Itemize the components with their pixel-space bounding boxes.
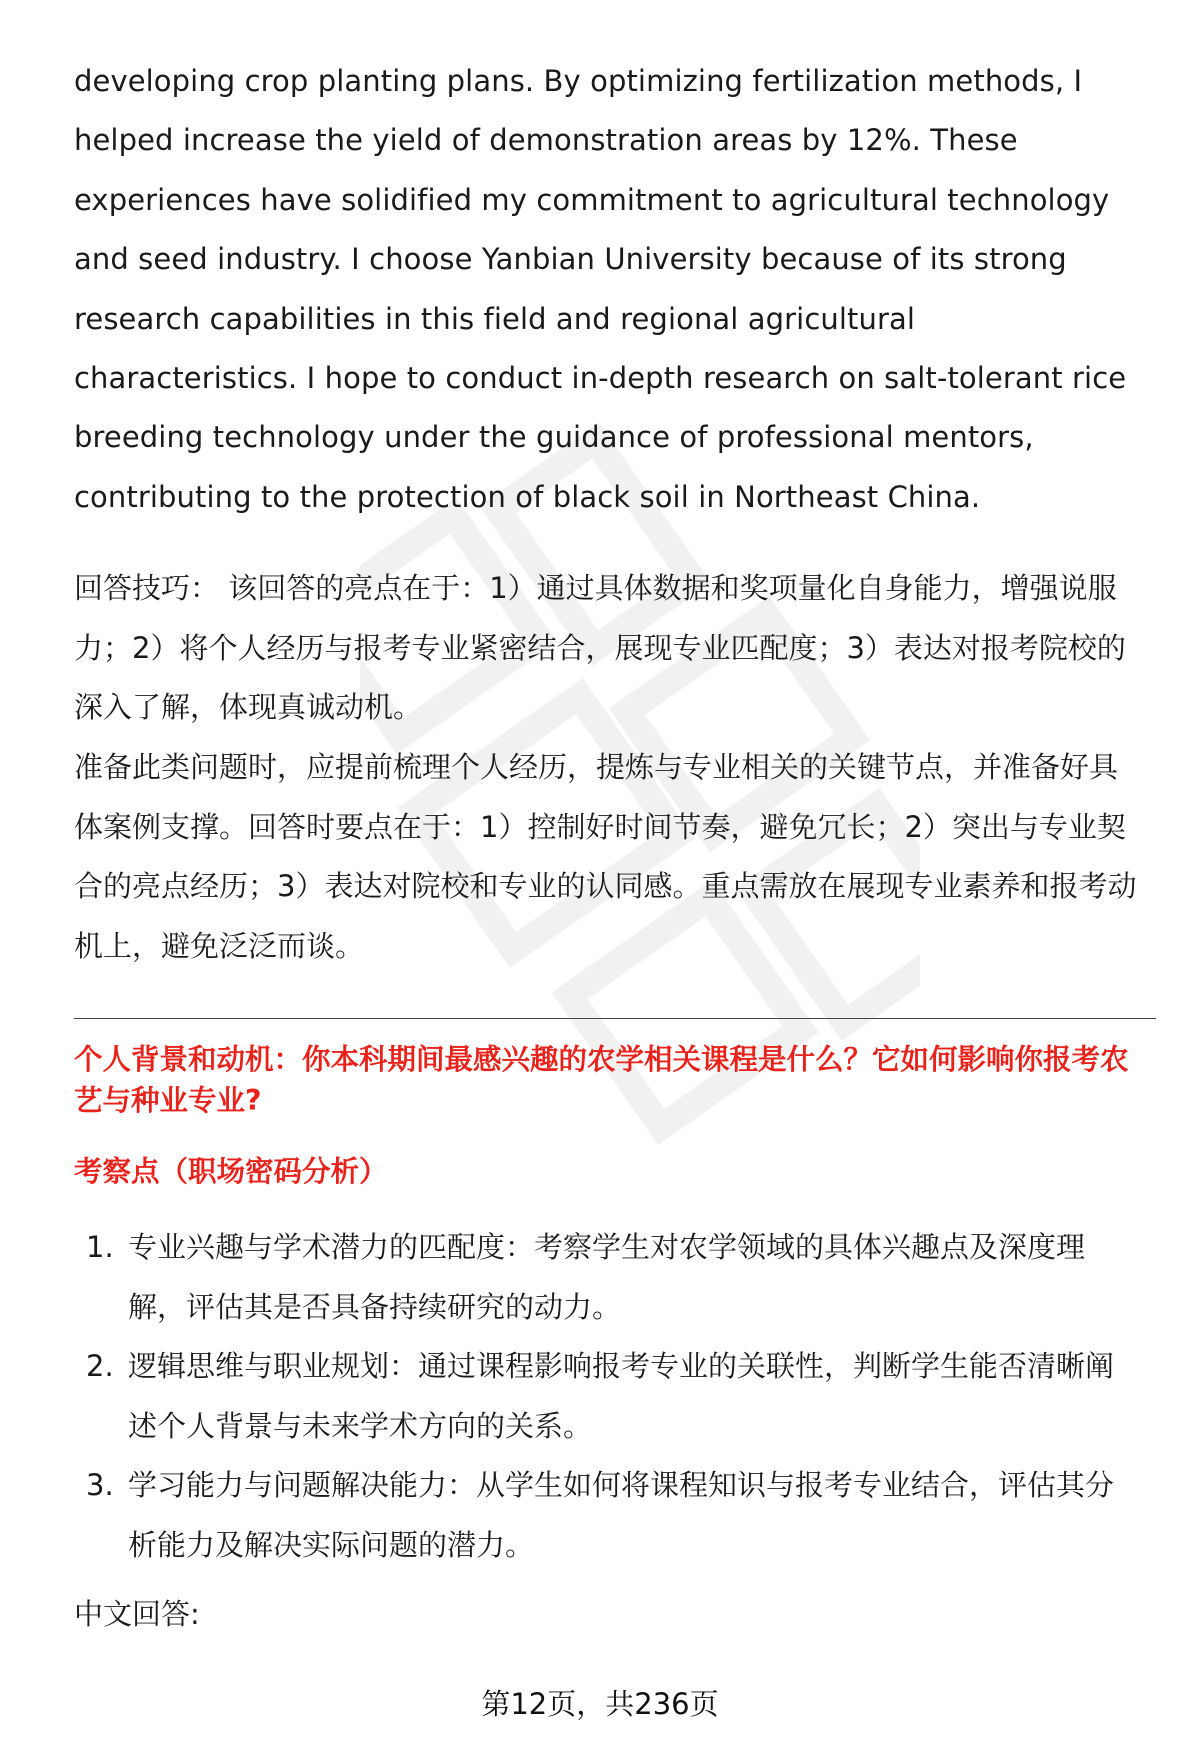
tips-paragraph-1: 回答技巧： 该回答的亮点在于：1）通过具体数据和奖项量化自身能力，增强说服力；2）将个人经历与报考专业紧密结合，展现专业匹配度；3）表达对报考院校的深入了解，体现真诚动机。 (74, 571, 1126, 725)
list-item-number: 3. (86, 1468, 114, 1503)
page-number-footer: 第12页，共236页 (481, 1687, 719, 1721)
section-divider (74, 1018, 1156, 1019)
list-item (74, 1337, 1140, 1456)
question-heading: 个人背景和动机：你本科期间最感兴趣的农学相关课程是什么？它如何影响你报考农艺与种业专业? (74, 1043, 1129, 1118)
list-item-number: 2. (86, 1349, 114, 1384)
english-answer-paragraph: developing crop planting plans. By optimizing fertilization methods, I helped increase the yield of demonstration areas by 12%. These experiences have solidified my commitment to agricultural technology and seed industry. I choose Yanbian University because of its strong research capabilities in this field and regional agricultural characteristics. I hope to conduct in-depth research on salt-tolerant rice breeding technology under the guidance of professional mentors, contributing to the protection of black soil in Northeast China. (74, 64, 1127, 514)
list-item-text: 专业兴趣与学术潜力的匹配度：考察学生对农学领域的具体兴趣点及深度理解，评估其是否具备持续研究的动力。 (128, 1230, 1086, 1324)
list-item-text: 学习能力与问题解决能力：从学生如何将课程知识与报考专业结合，评估其分析能力及解决实际问题的潜力。 (128, 1468, 1115, 1562)
page-content (74, 52, 1140, 1645)
analysis-points-list (74, 1218, 1140, 1575)
list-item (74, 1456, 1140, 1575)
tips-paragraph-2: 准备此类问题时，应提前梳理个人经历，提炼与专业相关的关键节点，并准备好具体案例支撑。回答时要点在于：1）控制好时间节奏，避免冗长；2）突出与专业契合的亮点经历；3）表达对院校和专业的认同感。重点需放在展现专业素养和报考动机上，避免泛泛而谈。 (74, 750, 1137, 963)
answer-tips (74, 559, 1140, 976)
chinese-answer-label: 中文回答: (74, 1597, 200, 1632)
list-item (74, 1218, 1140, 1337)
list-item-text: 逻辑思维与职业规划：通过课程影响报考专业的关联性，判断学生能否清晰阐述个人背景与未来学术方向的关系。 (128, 1349, 1115, 1443)
analysis-section-title: 考察点（职场密码分析） (74, 1155, 388, 1189)
list-item-number: 1. (86, 1230, 114, 1265)
